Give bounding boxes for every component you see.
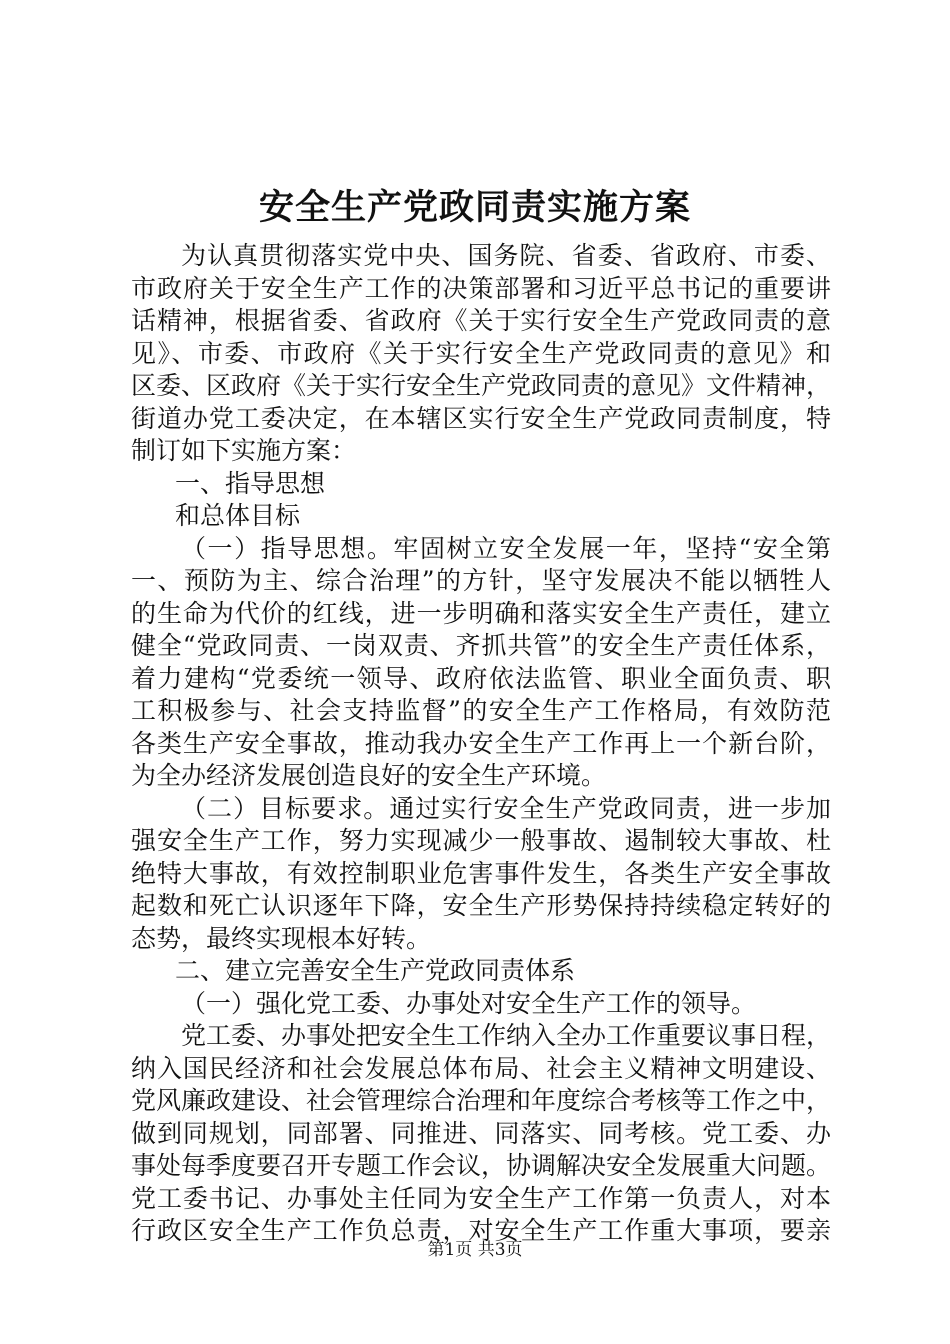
paragraph-line: 工积极参与、社会支持监督”的安全生产工作格局，有效防范 xyxy=(131,696,831,725)
paragraph-line: 为全办经济发展创造良好的安全生产环境。 xyxy=(131,761,607,790)
paragraph-line: 党风廉政建设、社会管理综合治理和年度综合考核等工作之中， xyxy=(131,1086,832,1115)
paragraph-line: 事处每季度要召开专题工作会议，协调解决安全发展重大问题。 xyxy=(131,1151,832,1180)
paragraph-line: 着力建构“党委统一领导、政府依法监管、职业全面负责、职 xyxy=(131,663,831,693)
paragraph-line: 绝特大事故，有效控制职业危害事件发生，各类生产安全事故 xyxy=(131,858,831,888)
paragraph-line: 街道办党工委决定，在本辖区实行安全生产党政同责制度，特 xyxy=(131,403,831,433)
paragraph-line: 话精神，根据省委、省政府《关于实行安全生产党政同责的意 xyxy=(131,306,831,335)
section-heading: 一、指导思想 xyxy=(175,468,326,498)
document-title: 安全生产党政同责实施方案 xyxy=(258,187,691,228)
paragraph-line: 见》、市委、市政府《关于实行安全生产党政同责的意见》和 xyxy=(131,338,831,368)
paragraph-line: 健全“党政同责、一岗双责、齐抓共管”的安全生产责任体系， xyxy=(131,631,831,660)
paragraph-line: 行政区安全生产工作负总责，对安全生产工作重大事项，要亲 xyxy=(131,1216,831,1245)
paragraph-line: 一、预防为主、综合治理”的方针，坚守发展决不能以牺牲人 xyxy=(131,566,831,595)
section-heading: 和总体目标 xyxy=(175,501,301,530)
section-heading: 二、建立完善安全生产党政同责体系 xyxy=(175,956,576,985)
paragraph-line: 制订如下实施方案： xyxy=(131,436,357,465)
paragraph-line: 党工委、办事处把安全生工作纳入全办工作重要议事日程， xyxy=(181,1021,832,1050)
paragraph-line: 为认真贯彻落实党中央、国务院、省委、省政府、市委、 xyxy=(181,241,831,270)
paragraph-line: 起数和死亡认识逐年下降，安全生产形势保持持续稳定转好的 xyxy=(131,891,831,920)
paragraph-line: 态势，最终实现根本好转。 xyxy=(131,923,432,953)
subsection-heading: （一）强化党工委、办事处对安全生产工作的领导。 xyxy=(181,988,757,1018)
paragraph-line: 纳入国民经济和社会发展总体布局、社会主义精神文明建设、 xyxy=(131,1053,831,1083)
page-footer: 第1页 共3页 xyxy=(427,1240,523,1260)
paragraph-line: 市政府关于安全生产工作的决策部署和习近平总书记的重要讲 xyxy=(131,273,831,303)
paragraph-line: （二）目标要求。通过实行安全生产党政同责，进一步加 xyxy=(181,793,831,823)
paragraph-line: 党工委书记、办事处主任同为安全生产工作第一负责人，对本 xyxy=(131,1183,831,1213)
paragraph-line: （一）指导思想。牢固树立安全发展一年，坚持“安全第 xyxy=(181,533,831,563)
paragraph-line: 各类生产安全事故，推动我办安全生产工作再上一个新台阶， xyxy=(131,728,831,758)
paragraph-line: 强安全生产工作，努力实现减少一般事故、遏制较大事故、杜 xyxy=(131,826,831,855)
paragraph-line: 做到同规划，同部署、同推进、同落实、同考核。党工委、办 xyxy=(131,1118,831,1148)
document-body xyxy=(131,240,831,1248)
paragraph-line: 的生命为代价的红线，进一步明确和落实安全生产责任，建立 xyxy=(131,598,831,628)
paragraph-line: 区委、区政府《关于实行安全生产党政同责的意见》文件精神， xyxy=(131,371,832,400)
